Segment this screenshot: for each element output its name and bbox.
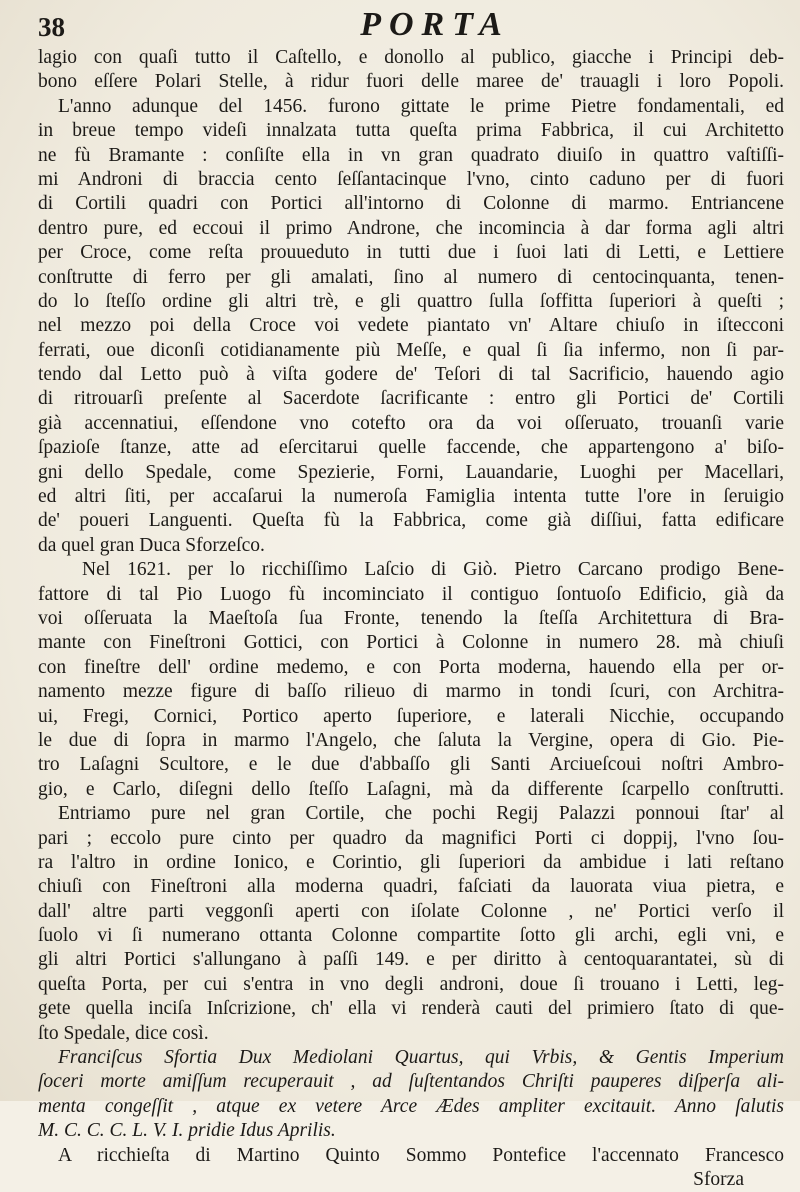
page-number: 38 <box>38 12 65 42</box>
text-line: in breue tempo videſi innalzata tutta queſta prima Fabbrica, il cui Architetto <box>38 120 784 142</box>
text-line: gli altri Portici s'allungano à paſſi 149. e per diritto à centoquarantatei, sù di <box>38 949 784 971</box>
text-line: namento mezze figure di baſſo rilieuo di marmo in tondi ſcuri, con Architra- <box>38 681 784 703</box>
text-line: Franciſcus Sfortia Dux Mediolani Quartus, qui Vrbis, & Gentis Imperium <box>58 1047 784 1069</box>
text-line: ſto Spedale, dice così. <box>38 1022 209 1044</box>
catchword-line <box>38 1168 784 1192</box>
text-line: Entriamo pure nel gran Cortile, che pochi Regij Palazzi ponnoui ſtar' al <box>58 803 784 825</box>
text-line: per Croce, come reſta prouueduto in tutti due i ſuoi lati di Letti, e Lettiere <box>38 242 784 264</box>
text-line: ne fù Bramante : conſiſte ella in vn gran quadrato diuiſo in quattro vaſtiſſi- <box>38 144 784 166</box>
text-line: de' poueri Languenti. Queſta fù la Fabbrica, come già diſſiui, fatta edificare <box>38 510 784 532</box>
text-line: mi Androni di braccia cento ſeſſantacinque l'vno, cinto caduno per di fuori <box>38 168 784 190</box>
text-line: conſtrutte di ferro per gli amalati, ſino al numero di centocinquanta, tenen- <box>38 266 784 288</box>
page-header <box>30 6 770 46</box>
text-line: voi oſſeruata la Maeſtoſa ſua Fronte, tenendo la ſteſſa Architettura di Bra- <box>38 607 784 629</box>
text-line: A ricchieſta di Martino Quinto Sommo Pontefice l'accennato Francesco <box>58 1144 784 1166</box>
text-line: di Cortili quadri con Portici all'intorno di Colonne di marmo. Entriancene <box>38 193 784 215</box>
text-line: lagio con quaſi tutto il Caſtello, e donollo al publico, giacche i Principi deb- <box>38 47 784 68</box>
catchword: Sforza <box>693 1168 744 1190</box>
text-line: queſta Porta, per cui s'entra in vno degli androni, doue ſi trouano i Letti, leg- <box>38 973 784 995</box>
running-title: PORTA <box>360 6 510 43</box>
text-line: Nel 1621. per lo ricchiſſimo Laſcio di Giò. Pietro Carcano prodigo Bene- <box>82 559 784 581</box>
text-line: M. C. C. C. L. V. I. pridie Idus Aprilis. <box>38 1120 336 1142</box>
text-line: tendo dal Letto può à viſta godere de' Teſori di tal Sacrificio, hauendo agio <box>38 364 784 386</box>
text-line: ſuolo vi ſi numerano ottanta Colonne compartite ſotto gli archi, egli vni, e <box>38 925 784 947</box>
text-line: nel mezzo poi della Croce voi vedete piantato vn' Altare chiuſo in iſtecconi <box>38 315 784 337</box>
text-line: di ritrouarſi preſente al Sacerdote ſacrificante : entro gli Portici de' Cortili <box>38 388 784 410</box>
text-line: gni dello Spedale, come Spezierie, Forni, Lauandarie, Luoghi per Macellari, <box>38 461 784 483</box>
text-line: pari ; eccolo pure cinto per quadro da magnifici Porti ci doppij, l'vno ſou- <box>38 827 784 849</box>
text-line: mante con Fineſtroni Gottici, con Portici à Colonne in numero 28. mà chiuſi <box>38 632 784 654</box>
text-line: chiuſi con Fineſtroni alla moderna quadri, faſciati da lauorata viua pietra, e <box>38 876 784 898</box>
text-line: ſpazioſe ſtanze, atte ad eſercitarui quelle faccende, che appartengono a' biſo- <box>38 437 784 459</box>
text-line: L'anno adunque del 1456. furono gittate le prime Pietre fondamentali, ed <box>58 95 784 117</box>
text-line: dentro pure, ed eccoui il primo Androne, che incomincia à dar forma agli altri <box>38 217 784 239</box>
text-line: ſoceri morte amiſſum recuperauit , ad ſuſtentandos Chriſti pauperes diſperſa ali- <box>38 1071 784 1093</box>
text-line: le due di ſopra in marmo l'Angelo, che ſaluta la Vergine, opera di Gio. Pie- <box>38 729 784 751</box>
text-line: ui, Fregi, Cornici, Portico aperto ſuperiore, e laterali Nicchie, occupando <box>38 705 784 727</box>
text-line: ed altri ſiti, per accaſarui la numeroſa Famiglia intenta tutte l'ore in ſeruigio <box>38 486 784 508</box>
text-line: con fineſtre dell' ordine medemo, e con Porta moderna, hauendo ella per or- <box>38 656 784 678</box>
text-line: gio, e Carlo, diſegni dello ſteſſo Laſagni, mà da differente ſcarpello conſtrutti. <box>38 778 784 800</box>
text-line: do lo ſteſſo ordine gli altri trè, e gli quattro ſulla ſoffitta ſuperiori à queſti ; <box>38 290 784 312</box>
body-text <box>38 46 784 1192</box>
text-line: ferrati, oue diconſi cotidianamente più Meſſe, e qual ſi ſia infermo, non ſi par- <box>38 339 784 361</box>
text-line: menta congeſſit , atque ex vetere Arce Ædes ampliter excitauit. Anno ſalutis <box>38 1095 784 1117</box>
text-line: gete quella inciſa Inſcrizione, ch' ella vi renderà cauti del primiero ſtato di que- <box>38 998 784 1020</box>
text-line: tro Laſagni Scultore, e le due d'abbaſſo gli Santi Arciueſcoui noſtri Ambro- <box>38 754 784 776</box>
text-line: fattore di tal Pio Luogo fù incominciato il contiguo ſontuoſo Edificio, già da <box>38 583 784 605</box>
text-line: già accennatiui, eſſendone vno cotefto ora da voi oſſeruato, trouanſi varie <box>38 412 784 434</box>
text-line: dall' altre parti veggonſi aperti con iſolate Colonne , ne' Portici verſo il <box>38 900 784 922</box>
text-line: ra l'altro in ordine Ionico, e Corintio, gli ſuperiori da ambidue i lati reſtano <box>38 851 784 873</box>
text-line: da quel gran Duca Sforzeſco. <box>38 534 265 556</box>
text-line: bono eſſere Polari Stelle, à ridur fuori delle maree de' trauagli i loro Popoli. <box>38 71 784 93</box>
